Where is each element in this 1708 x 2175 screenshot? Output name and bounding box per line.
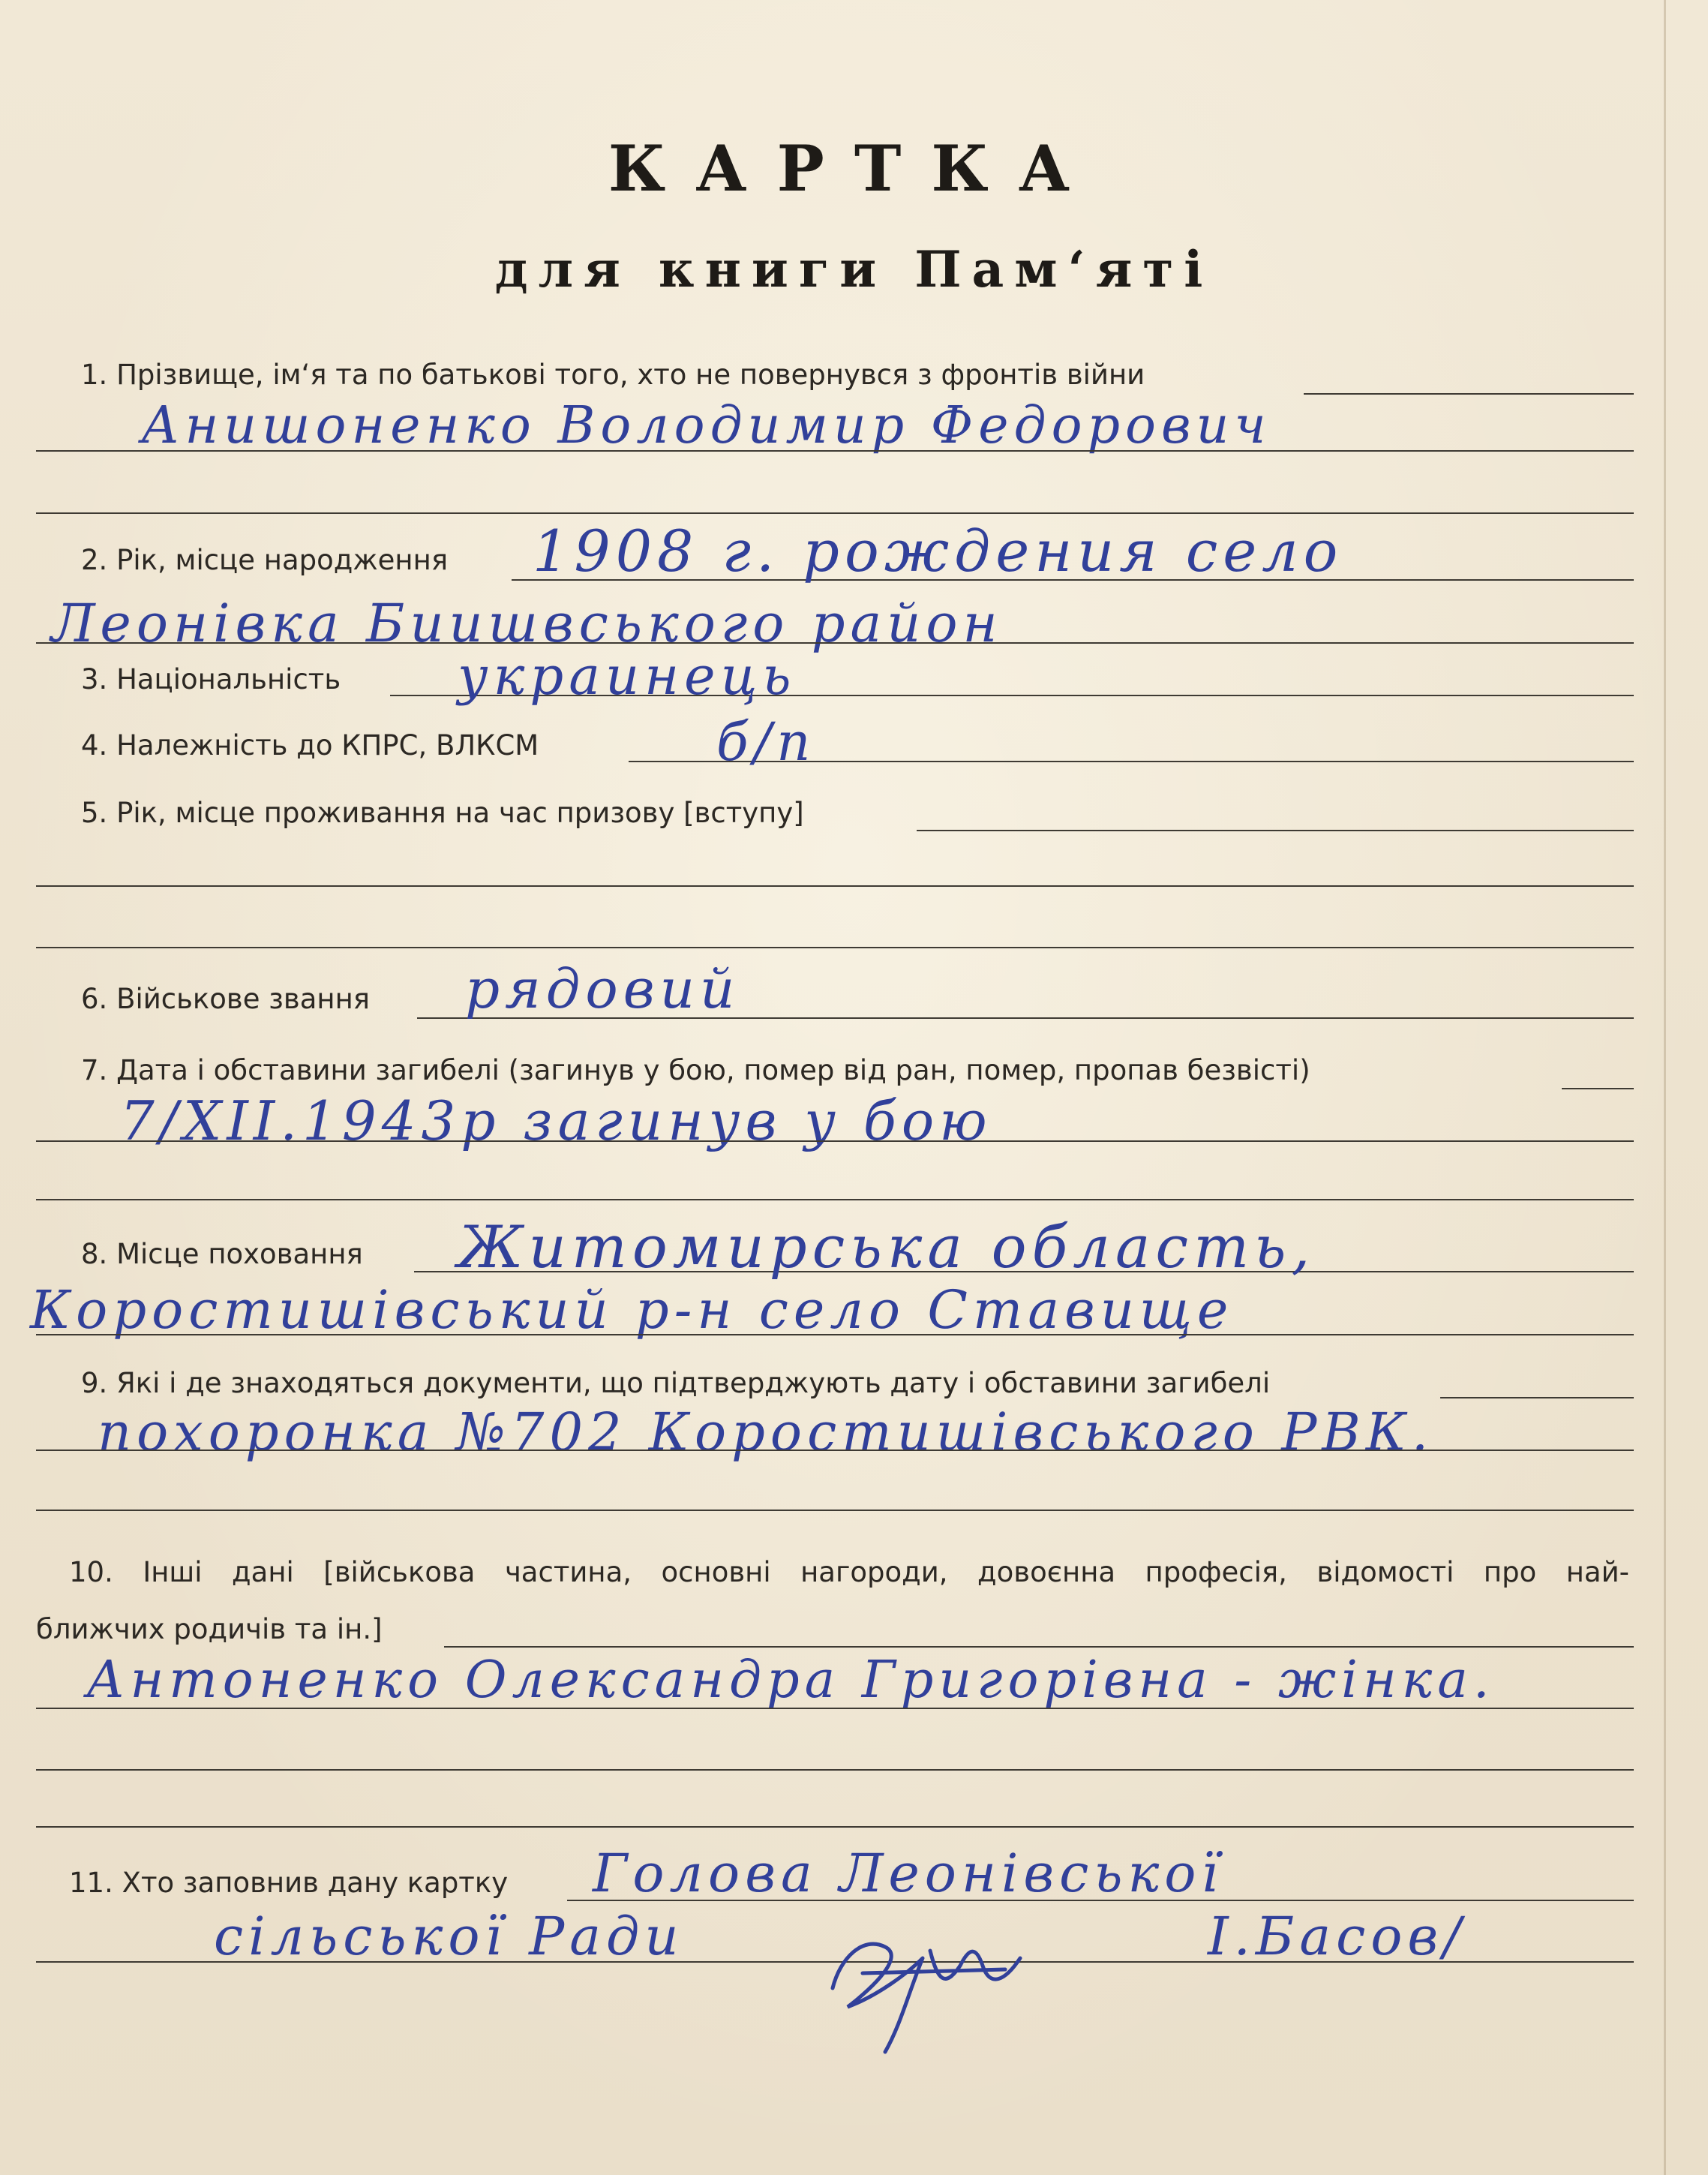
field-2-value-1: 1908 г. рождения село [533, 518, 1343, 584]
field-10-label-1: 10. Інші дані [військова частина, основні нагороди, довоєнна професія, відомості про най- [69, 1556, 1629, 1588]
field-7-value: 7/XII.1943р загинув у бою [120, 1089, 992, 1152]
field-2-label: 2. Рік, місце народження [81, 544, 449, 576]
field-10-value: Антоненко Олександра Григорівна - жінка. [86, 1651, 1495, 1710]
paper-fold [1664, 0, 1666, 2175]
field-6-label: 6. Військове звання [81, 983, 371, 1015]
field-8-line-2 [36, 1334, 1634, 1335]
handwritten-signature [818, 1876, 1043, 2056]
field-7-line-2 [36, 1140, 1634, 1142]
field-9-label: 9. Які і де знаходяться документи, що підтверджують дату і обставини загибелі [81, 1367, 1271, 1399]
field-2-value-2: Леонівка Биишвського район [51, 593, 1003, 654]
field-5-line-2 [36, 885, 1634, 887]
field-10-line-4 [36, 1826, 1634, 1828]
field-9-value: похоронка №702 Коростишівського РВК. [98, 1401, 1434, 1463]
field-10-label-2: ближчих родичів та ін.] [36, 1613, 383, 1645]
field-5-line-3 [36, 947, 1634, 948]
field-3-value: украинець [458, 645, 797, 707]
field-8-value-2: Коростишівський р-н село Ставище [30, 1279, 1234, 1341]
field-5-label: 5. Рік, місце проживання на час призову [вступу] [81, 797, 804, 829]
field-6-value: рядовий [465, 957, 740, 1020]
field-1-value: Анишоненко Володимир Федорович [141, 396, 1271, 455]
field-8-label: 8. Місце поховання [81, 1238, 363, 1270]
field-9-line-3 [36, 1510, 1634, 1511]
field-11-signer-name: І.Басов/ [1208, 1906, 1466, 1967]
field-8-value-1: Житомирська область, [458, 1214, 1316, 1281]
field-4-value: б/п [716, 711, 816, 773]
field-9-line-2 [36, 1449, 1634, 1451]
field-11-value-1: Голова Леонівської [593, 1843, 1223, 1904]
field-11-label: 11. Хто заповнив дану картку [69, 1867, 509, 1899]
field-10-line-3 [36, 1769, 1634, 1771]
field-7-line [1562, 1088, 1634, 1089]
field-2-line-2 [36, 642, 1634, 644]
field-4-label: 4. Належність до КПРС, ВЛКСМ [81, 729, 539, 762]
field-7-line-3 [36, 1199, 1634, 1200]
field-3-label: 3. Національність [81, 663, 341, 695]
field-10-line [444, 1646, 1634, 1648]
card-subtitle: для книги Пам‘яті [494, 240, 1214, 299]
field-10-line-2 [36, 1708, 1634, 1709]
field-7-label: 7. Дата і обставини загибелі (загинув у бою, помер від ран, помер, пропав безвісті) [81, 1054, 1310, 1086]
field-1-line [1304, 393, 1634, 395]
field-9-line [1440, 1397, 1634, 1398]
field-1-line-3 [36, 512, 1634, 514]
field-11-value-2: сільської Ради [214, 1906, 684, 1967]
field-1-line-2 [36, 450, 1634, 452]
field-5-line [917, 830, 1634, 831]
field-1-label: 1. Прізвище, ім‘я та по батькові того, хто не повернувся з фронтів війни [81, 359, 1145, 391]
card-title: КАРТКА [608, 131, 1100, 206]
